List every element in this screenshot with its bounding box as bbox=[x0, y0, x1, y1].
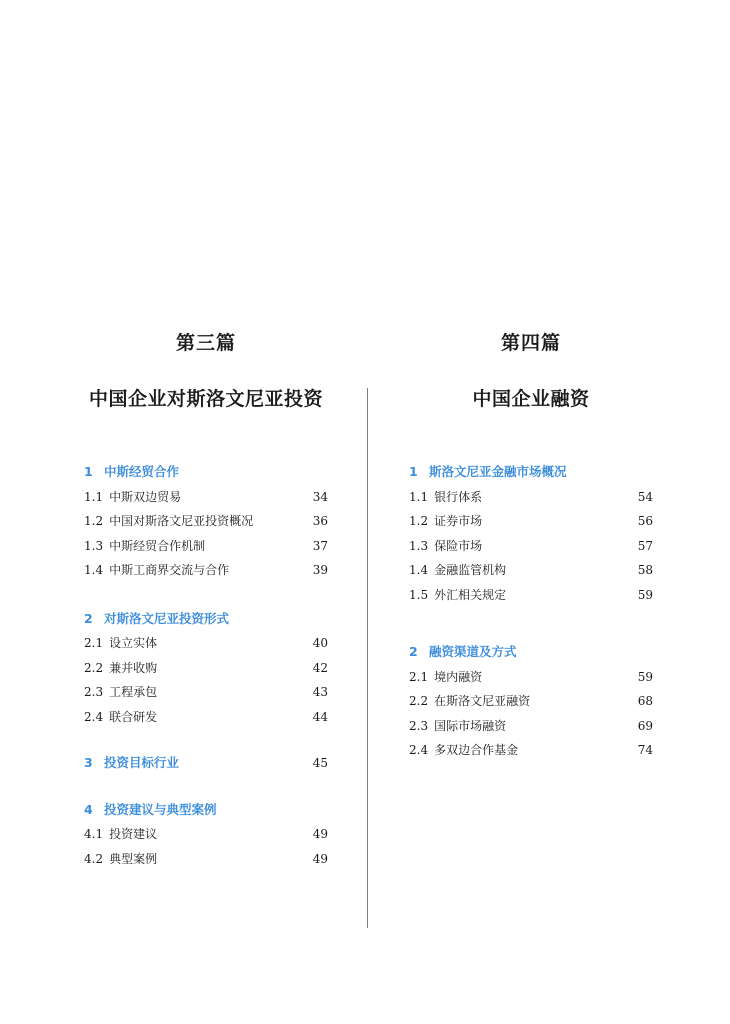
toc-section-heading[interactable] bbox=[84, 798, 328, 823]
toc-section-heading[interactable] bbox=[409, 460, 653, 485]
column-divider bbox=[367, 388, 368, 928]
page-number: 43 bbox=[312, 685, 328, 699]
toc-entry[interactable] bbox=[409, 689, 653, 714]
toc-entry[interactable] bbox=[409, 509, 653, 534]
entry-number: 1.3 bbox=[84, 538, 104, 553]
toc-entry[interactable] bbox=[409, 738, 653, 763]
entry-label: 保险市场 bbox=[434, 538, 483, 553]
page-number: 37 bbox=[312, 538, 328, 553]
toc-entry[interactable] bbox=[409, 665, 653, 690]
toc-entry[interactable] bbox=[84, 656, 328, 681]
entry-label: 银行体系 bbox=[434, 489, 483, 504]
page-number: 57 bbox=[637, 538, 653, 553]
page-number: 68 bbox=[637, 694, 653, 708]
toc-section-heading[interactable] bbox=[409, 640, 653, 665]
entry-number: 1.1 bbox=[84, 489, 104, 504]
page-number: 59 bbox=[637, 587, 653, 602]
page-number: 54 bbox=[637, 489, 653, 504]
toc-entry[interactable] bbox=[84, 631, 328, 656]
toc-section-heading[interactable] bbox=[84, 751, 328, 776]
page-number: 69 bbox=[637, 718, 653, 733]
page-number: 49 bbox=[312, 827, 328, 841]
entry-number: 2.4 bbox=[84, 709, 104, 724]
toc-entry[interactable] bbox=[409, 583, 653, 608]
part-title: 第四篇 bbox=[500, 332, 561, 354]
section-number: 2 bbox=[84, 610, 93, 626]
entry-number: 1.5 bbox=[409, 587, 429, 602]
entry-number: 4.1 bbox=[84, 827, 104, 841]
page-number: 42 bbox=[312, 660, 328, 675]
page-number: 49 bbox=[312, 851, 328, 866]
section-title: 中斯经贸合作 bbox=[104, 464, 180, 479]
page-number: 45 bbox=[312, 756, 328, 770]
page-number: 34 bbox=[312, 489, 328, 504]
entry-number: 1.2 bbox=[409, 514, 429, 528]
entry-label: 投资建议 bbox=[109, 827, 158, 841]
entry-label: 设立实体 bbox=[109, 636, 158, 650]
section-number: 1 bbox=[409, 464, 418, 479]
toc-entry[interactable] bbox=[84, 680, 328, 705]
section-title: 对斯洛文尼亚投资形式 bbox=[104, 610, 230, 626]
page-number: 58 bbox=[637, 563, 653, 577]
toc-entry[interactable] bbox=[409, 485, 653, 510]
toc-entry[interactable] bbox=[84, 558, 328, 583]
entry-number: 1.3 bbox=[409, 538, 429, 553]
entry-label: 国际市场融资 bbox=[434, 718, 507, 733]
entry-label: 中斯工商界交流与合作 bbox=[109, 563, 230, 577]
toc-section-heading[interactable] bbox=[84, 607, 328, 632]
page-number: 74 bbox=[637, 743, 653, 757]
entry-label: 中斯双边贸易 bbox=[109, 489, 182, 504]
entry-label: 外汇相关规定 bbox=[434, 587, 507, 602]
toc-entry[interactable] bbox=[84, 509, 328, 534]
entry-label: 金融监管机构 bbox=[434, 563, 507, 577]
toc-entry[interactable] bbox=[84, 485, 328, 510]
toc-section-heading[interactable] bbox=[84, 460, 328, 485]
entry-number: 1.1 bbox=[409, 489, 429, 504]
table-of-contents bbox=[409, 460, 653, 763]
toc-entry[interactable] bbox=[84, 534, 328, 559]
page-number: 40 bbox=[312, 636, 328, 650]
section-number: 2 bbox=[409, 644, 418, 659]
toc-entry[interactable] bbox=[84, 705, 328, 730]
part-subtitle: 中国企业融资 bbox=[472, 388, 590, 410]
entry-number: 1.4 bbox=[409, 563, 429, 577]
entry-label: 工程承包 bbox=[109, 685, 158, 699]
entry-label: 中国对斯洛文尼亚投资概况 bbox=[109, 514, 254, 528]
entry-number: 2.4 bbox=[409, 743, 429, 757]
entry-number: 1.4 bbox=[84, 563, 104, 577]
page-number: 59 bbox=[637, 669, 653, 684]
page-number: 36 bbox=[312, 514, 328, 528]
page-number: 56 bbox=[637, 514, 653, 528]
toc-entry[interactable] bbox=[84, 847, 328, 872]
entry-label: 在斯洛文尼亚融资 bbox=[434, 694, 531, 708]
section-title: 投资目标行业 bbox=[104, 755, 180, 770]
entry-label: 证券市场 bbox=[434, 514, 483, 528]
section-title: 斯洛文尼亚金融市场概况 bbox=[429, 464, 567, 479]
toc-entry[interactable] bbox=[409, 714, 653, 739]
entry-number: 2.2 bbox=[84, 660, 104, 675]
entry-number: 2.1 bbox=[409, 669, 429, 684]
page-number: 39 bbox=[312, 563, 328, 577]
part-subtitle: 中国企业对斯洛文尼亚投资 bbox=[88, 388, 323, 410]
entry-number: 2.3 bbox=[409, 718, 429, 733]
entry-label: 兼并收购 bbox=[109, 660, 158, 675]
section-title: 融资渠道及方式 bbox=[429, 644, 517, 659]
table-of-contents bbox=[84, 460, 328, 871]
toc-entry[interactable] bbox=[409, 558, 653, 583]
section-number: 3 bbox=[84, 755, 93, 770]
entry-label: 多双边合作基金 bbox=[434, 743, 519, 757]
section-number: 1 bbox=[84, 464, 93, 479]
toc-entry[interactable] bbox=[84, 822, 328, 847]
entry-number: 1.2 bbox=[84, 514, 104, 528]
section-number: 4 bbox=[84, 801, 93, 817]
entry-label: 联合研发 bbox=[109, 709, 158, 724]
entry-number: 2.3 bbox=[84, 685, 104, 699]
page-number: 44 bbox=[312, 709, 328, 724]
entry-label: 境内融资 bbox=[434, 669, 483, 684]
part-title: 第三篇 bbox=[175, 332, 236, 354]
entry-number: 2.2 bbox=[409, 694, 429, 708]
entry-label: 典型案例 bbox=[109, 851, 158, 866]
entry-number: 4.2 bbox=[84, 851, 104, 866]
section-title: 投资建议与典型案例 bbox=[104, 801, 217, 817]
entry-label: 中斯经贸合作机制 bbox=[109, 538, 206, 553]
entry-number: 2.1 bbox=[84, 636, 104, 650]
toc-entry[interactable] bbox=[409, 534, 653, 559]
